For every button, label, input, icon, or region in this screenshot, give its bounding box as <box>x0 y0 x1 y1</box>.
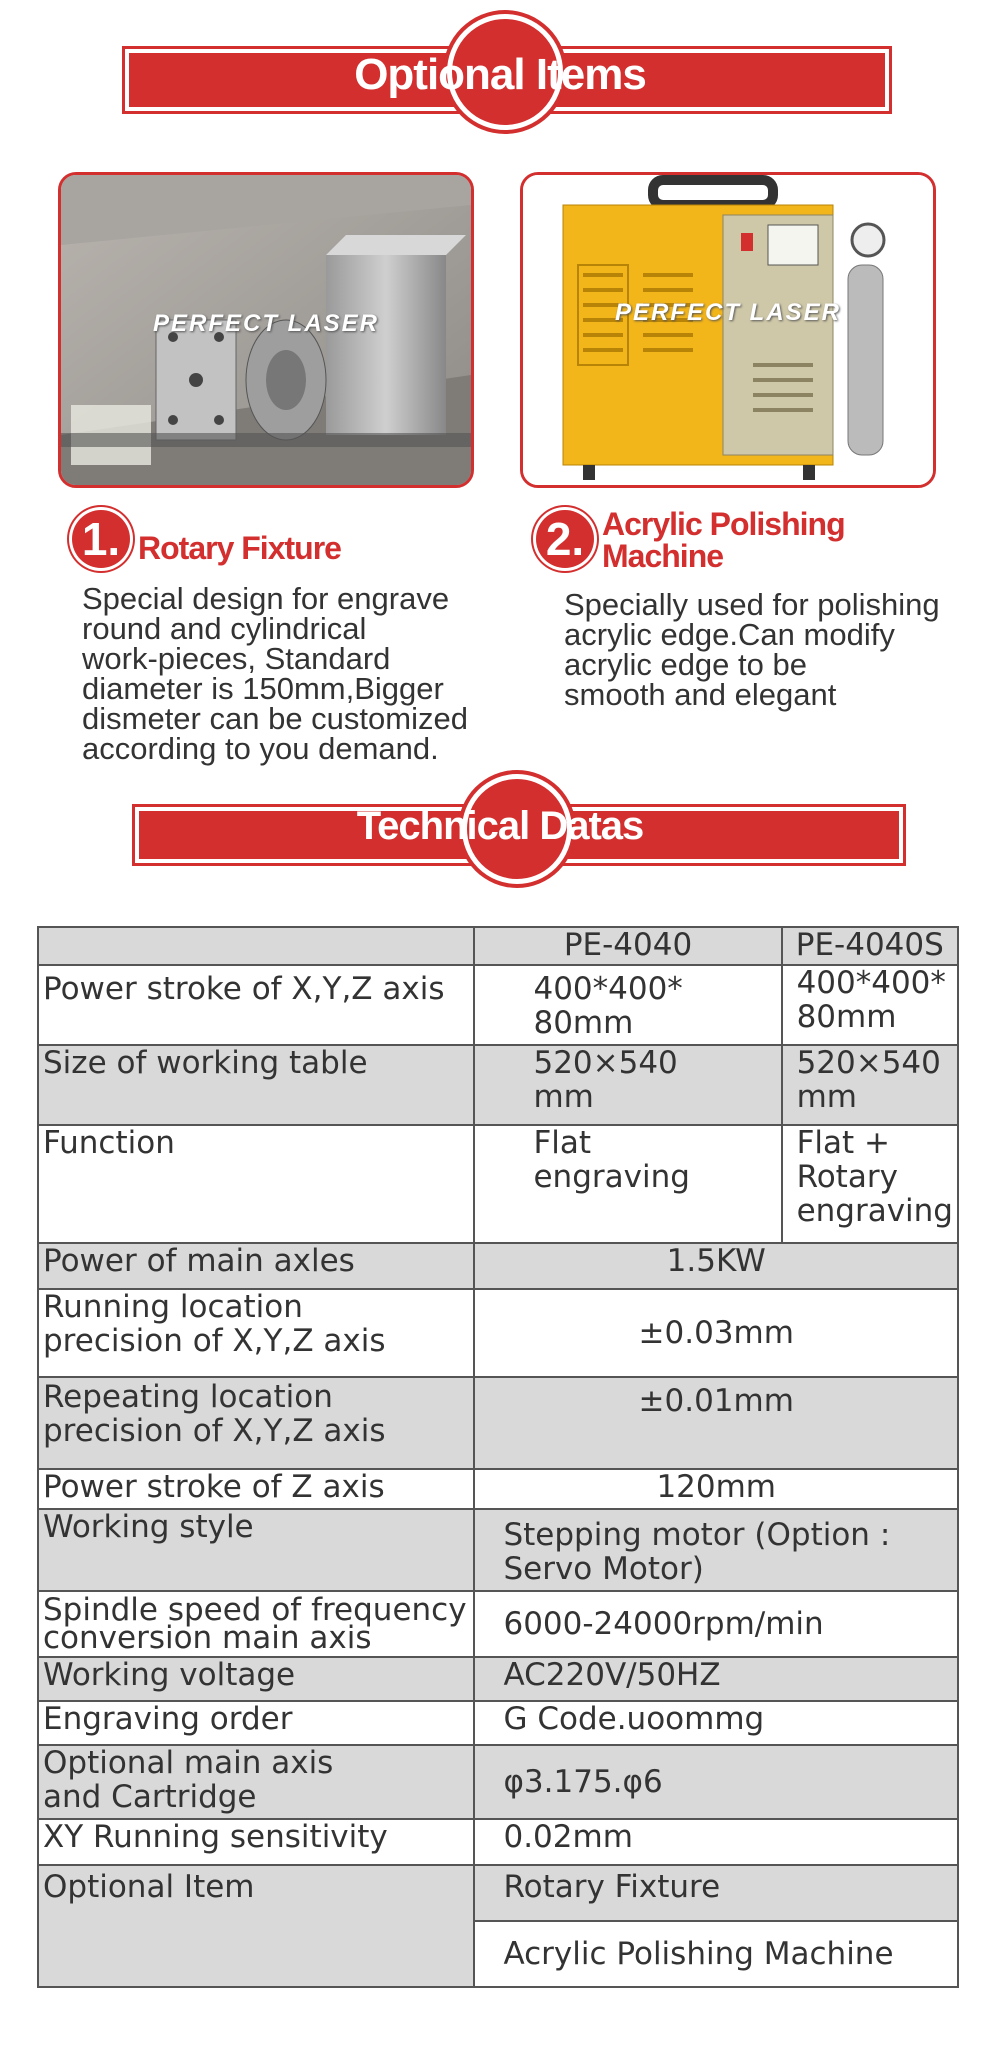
table-row <box>38 1657 958 1701</box>
row-value: 400*400* 80mm <box>782 965 958 1045</box>
row-value: 520×540 mm <box>782 1045 958 1125</box>
row-value: G Code.uoommg <box>474 1701 958 1745</box>
row-value: φ3.175.φ6 <box>474 1745 958 1819</box>
table-header-cell: PE-4040 <box>474 927 781 965</box>
table-row <box>38 1745 958 1819</box>
row-label: Size of working table <box>38 1045 474 1125</box>
row-label: Working style <box>38 1509 474 1591</box>
row-label: XY Running sensitivity <box>38 1819 474 1865</box>
item-number-badge: 2. <box>536 510 594 568</box>
table-row <box>38 1701 958 1745</box>
table-row <box>38 965 958 1045</box>
table-row <box>38 1865 958 1921</box>
table-row <box>38 1377 958 1469</box>
technical-datas-title: Technical Datas <box>356 804 644 848</box>
row-value: Stepping motor (Option : Servo Motor) <box>474 1509 958 1591</box>
row-label: Spindle speed of frequency conversion main axis <box>38 1591 474 1657</box>
row-label: Optional main axis and Cartridge <box>38 1745 474 1819</box>
table-row <box>38 1469 958 1509</box>
optional-items-title: Optional Items <box>354 50 646 99</box>
row-value: Rotary Fixture <box>474 1865 958 1921</box>
table-row <box>38 1289 958 1377</box>
table-row <box>38 1045 958 1125</box>
row-value: 1.5KW <box>474 1243 958 1289</box>
table-row <box>38 1819 958 1865</box>
row-value: 0.02mm <box>474 1819 958 1865</box>
item-title: Rotary Fixture <box>138 530 341 566</box>
technical-datas-banner <box>0 760 1000 900</box>
row-label: Function <box>38 1125 474 1243</box>
spec-table <box>37 926 959 1988</box>
item-number-badge: 1. <box>72 510 130 568</box>
item-acrylic-polishing-description: Specially used for polishing acrylic edge.Can modify acrylic edge to be smooth and elegant <box>564 587 940 712</box>
row-value: 6000-24000rpm/min <box>474 1591 958 1657</box>
row-value: 520×540 mm <box>474 1045 781 1125</box>
row-value: 400*400* 80mm <box>474 965 781 1045</box>
rotary-fixture-photo <box>58 172 474 488</box>
table-header-row <box>38 927 958 965</box>
item-rotary-fixture-description: Special design for engrave round and cylindrical work-pieces, Standard diameter is 150mm,Bigger dismeter can be customized according to you demand. <box>82 581 468 766</box>
optional-items-banner <box>0 0 1000 140</box>
acrylic-polishing-photo <box>520 172 936 488</box>
table-row <box>38 1125 958 1243</box>
row-label: Running location precision of X,Y,Z axis <box>38 1289 474 1377</box>
row-value: AC220V/50HZ <box>474 1657 958 1701</box>
table-row <box>38 1591 958 1657</box>
table-header-cell: PE-4040S <box>782 927 958 965</box>
row-label: Working voltage <box>38 1657 474 1701</box>
row-value: 120mm <box>474 1469 958 1509</box>
row-label: Power stroke of X,Y,Z axis <box>38 965 474 1045</box>
row-value: Acrylic Polishing Machine <box>474 1921 958 1987</box>
item-title: Acrylic Polishing Machine <box>602 506 845 574</box>
table-row <box>38 1243 958 1289</box>
row-value: ±0.01mm <box>474 1377 958 1469</box>
row-label: Repeating location precision of X,Y,Z axis <box>38 1377 474 1469</box>
item-rotary-fixture-heading <box>72 510 341 568</box>
table-row <box>38 1509 958 1591</box>
photo-watermark: PERFECT LASER <box>152 310 379 337</box>
row-label: Power stroke of Z axis <box>38 1469 474 1509</box>
table-header-cell <box>38 927 474 965</box>
row-value: ±0.03mm <box>474 1289 958 1377</box>
row-label: Optional Item <box>38 1865 474 1987</box>
row-label: Power of main axles <box>38 1243 474 1289</box>
row-value: Flat + Rotary engraving <box>782 1125 958 1243</box>
photo-watermark: PERFECT LASER <box>614 299 841 326</box>
item-acrylic-polishing-heading <box>536 506 845 574</box>
row-label: Engraving order <box>38 1701 474 1745</box>
acrylic-polishing-image <box>523 175 933 485</box>
row-value: Flat engraving <box>474 1125 781 1243</box>
